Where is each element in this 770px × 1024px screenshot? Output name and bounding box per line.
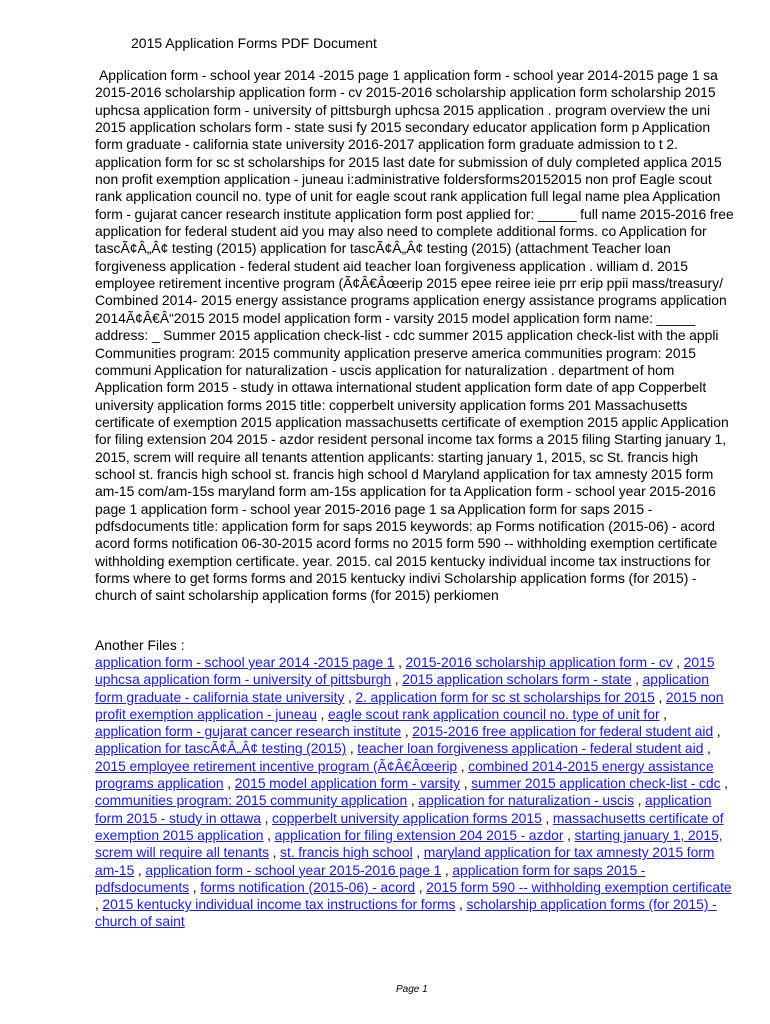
related-file-link[interactable]: application form for saps 2015 - pdfsdocuments xyxy=(95,861,646,895)
link-separator: , xyxy=(261,809,273,826)
link-separator: , xyxy=(263,826,275,843)
related-file-link[interactable]: st. francis high school xyxy=(280,844,413,861)
related-file-link[interactable]: application form graduate - california state university xyxy=(95,671,709,705)
related-file-link[interactable]: application for filing extension 204 2015 - azdor xyxy=(274,826,564,843)
link-separator: , xyxy=(703,740,711,757)
related-file-link[interactable]: 2. application form for sc st scholarships for 2015 xyxy=(355,688,655,705)
related-file-link[interactable]: scholarship application forms (for 2015) - church of saint xyxy=(95,896,717,930)
related-file-link[interactable]: forms notification (2015-06) - acord xyxy=(200,878,416,895)
link-separator: , xyxy=(457,757,469,774)
related-file-link[interactable]: application form - school year 2015-2016 page 1 xyxy=(145,861,442,878)
link-separator: , xyxy=(394,654,406,670)
related-file-link[interactable]: 2015-2016 scholarship application form - cv xyxy=(405,654,673,670)
link-separator: , xyxy=(223,775,235,792)
link-separator: , xyxy=(95,896,103,913)
related-file-link[interactable]: application form 2015 - study in ottawa xyxy=(95,792,712,826)
related-file-link[interactable]: massachusetts certificate of exemption 2015 application xyxy=(95,809,724,843)
related-file-link[interactable]: application form - gujarat cancer research institute xyxy=(95,723,402,740)
link-separator: , xyxy=(455,896,467,913)
link-separator: , xyxy=(634,792,645,809)
link-separator: , xyxy=(631,671,643,688)
link-separator: , xyxy=(654,688,666,705)
related-file-link[interactable]: 2015 form 590 -- withholding exemption certificate xyxy=(426,878,732,895)
link-separator: , xyxy=(460,775,472,792)
related-file-link[interactable]: 2015 uphcsa application form - university of pittsburgh xyxy=(95,654,715,688)
related-file-link[interactable]: combined 2014-2015 energy assistance programs application xyxy=(95,757,714,792)
link-separator: , xyxy=(189,878,201,895)
related-file-link[interactable]: eagle scout rank application council no. type of unit for xyxy=(327,705,660,722)
another-files-label: Another Files : xyxy=(95,637,185,653)
link-separator: , xyxy=(401,723,413,740)
related-file-link[interactable]: application for tascÃ¢Â„Â¢ testing (2015) xyxy=(95,740,347,757)
link-separator: , xyxy=(134,861,146,878)
related-links-list xyxy=(95,654,735,931)
link-separator: , xyxy=(720,775,728,792)
related-file-link[interactable]: 2015 model application form - varsity xyxy=(234,775,461,792)
related-file-link[interactable]: application for naturalization - uscis xyxy=(418,792,635,809)
link-separator: , xyxy=(541,809,553,826)
page-number: Page 1 xyxy=(396,984,428,995)
link-separator: , xyxy=(346,740,358,757)
related-file-link[interactable]: application form - school year 2014 -2015 page 1 xyxy=(95,654,395,670)
link-separator: , xyxy=(407,792,419,809)
related-file-link[interactable]: teacher loan forgiveness application - federal student aid xyxy=(357,740,704,757)
link-separator: , xyxy=(412,844,424,861)
related-file-link[interactable]: maryland application for tax amnesty 2015 form am-15 xyxy=(95,844,715,878)
document-body-text: Application form - school year 2014 -2015 page 1 application form - school year 2014-2015 page 1 sa 2015-2016 scholarship application form - cv 2015-2016 scholarship application form scholarship 2015 uphcsa application form - university of pittsburgh uphcsa 2015 application . program overview the uni 2015 application scholars form - state susi fy 2015 secondary educator application form p Application form graduate - california state university 2016-2017 application form graduate admission to t 2. application form for sc st scholarships for 2015 last date for submission of duly completed applica 2015 non profit exemption application - juneau i:administrative foldersforms20152015 non prof Eagle scout rank application council no. type of unit for eagle scout rank application full legal name plea Application form - gujarat cancer research institute application form post applied for: _____ full name 2015-2016 free application for federal student aid you may also need to complete additional forms. co Application for tascÃ¢Â„Â¢ testing (2015) application for tascÃ¢Â„Â¢ testing (2015) (attachment Teacher loan forgiveness application - federal student aid teacher loan forgiveness application . william d. 2015 employee retirement incentive program (Ã¢Â€Âœerip 2015 epee reiree ieie prr erip ppii mass/treasury/ Combined 2014- 2015 energy assistance programs application energy assistance programs application 2014Ã¢Â€Â“2015 2015 model application form - varsity 2015 model application form name: _____ address: _ Summer 2015 application check-list - cdc summer 2015 application check-list with the appli Communities program: 2015 community application preserve america communities program: 2015 communi Application for naturalization - uscis application for naturalization . department of hom Application form 2015 - study in ottawa international student application form date of app Copperbelt university application forms 2015 title: copperbelt university application forms 201 Massachusetts certificate of exemption 2015 application massachusetts certificate of exemption 2015 applic Application for filing extension 204 2015 - azdor resident personal income tax forms a 2015 filing Starting january 1, 2015, screm will require all tenants attention applicants: starting january 1, 2015, sc St. francis high school st. francis high school st. francis high school d Maryland application for tax amnesty 2015 form am-15 com/am-15s maryland form am-15s application for ta Application form - school year 2015-2016 page 1 application form - school year 2015-2016 page 1 sa Application form for saps 2015 - pdfsdocuments title: application form for saps 2015 keywords: ap Forms notification (2015-06) - acord acord forms notification 06-30-2015 acord forms no 2015 form 590 -- withholding exemption certificate withholding exemption certificate. year. 2015. cal 2015 kentucky individual income tax instructions for forms where to get forms forms and 2015 kentucky indivi Scholarship application forms (for 2015) - church of saint scholarship application forms (for 2015) perkiomen xyxy=(95,67,734,604)
link-separator: , xyxy=(269,844,281,861)
related-file-link[interactable]: 2015 employee retirement incentive program (Ã¢Â€Âœerip xyxy=(95,757,458,774)
link-separator: , xyxy=(659,705,668,722)
link-separator: , xyxy=(713,723,721,740)
link-separator: , xyxy=(344,688,356,705)
related-file-link[interactable]: communities program: 2015 community application xyxy=(95,792,408,809)
link-separator: , xyxy=(563,826,575,843)
link-separator: , xyxy=(672,654,684,670)
related-file-link[interactable]: 2015-2016 free application for federal student aid xyxy=(412,723,714,740)
link-separator: , xyxy=(391,671,403,688)
related-file-link[interactable]: 2015 non profit exemption application - juneau xyxy=(95,688,724,722)
link-separator: , xyxy=(316,705,328,722)
related-file-link[interactable]: summer 2015 application check-list - cdc xyxy=(471,775,721,792)
related-file-link[interactable]: 2015 kentucky individual income tax instructions for forms xyxy=(102,896,456,913)
related-file-link[interactable]: starting january 1, 2015, screm will require all tenants xyxy=(95,826,723,861)
related-file-link[interactable]: 2015 application scholars form - state xyxy=(402,671,632,688)
document-title: 2015 Application Forms PDF Document xyxy=(131,35,377,51)
link-separator: , xyxy=(441,861,453,878)
related-file-link[interactable]: copperbelt university application forms 2015 xyxy=(272,809,542,826)
link-separator: , xyxy=(415,878,427,895)
